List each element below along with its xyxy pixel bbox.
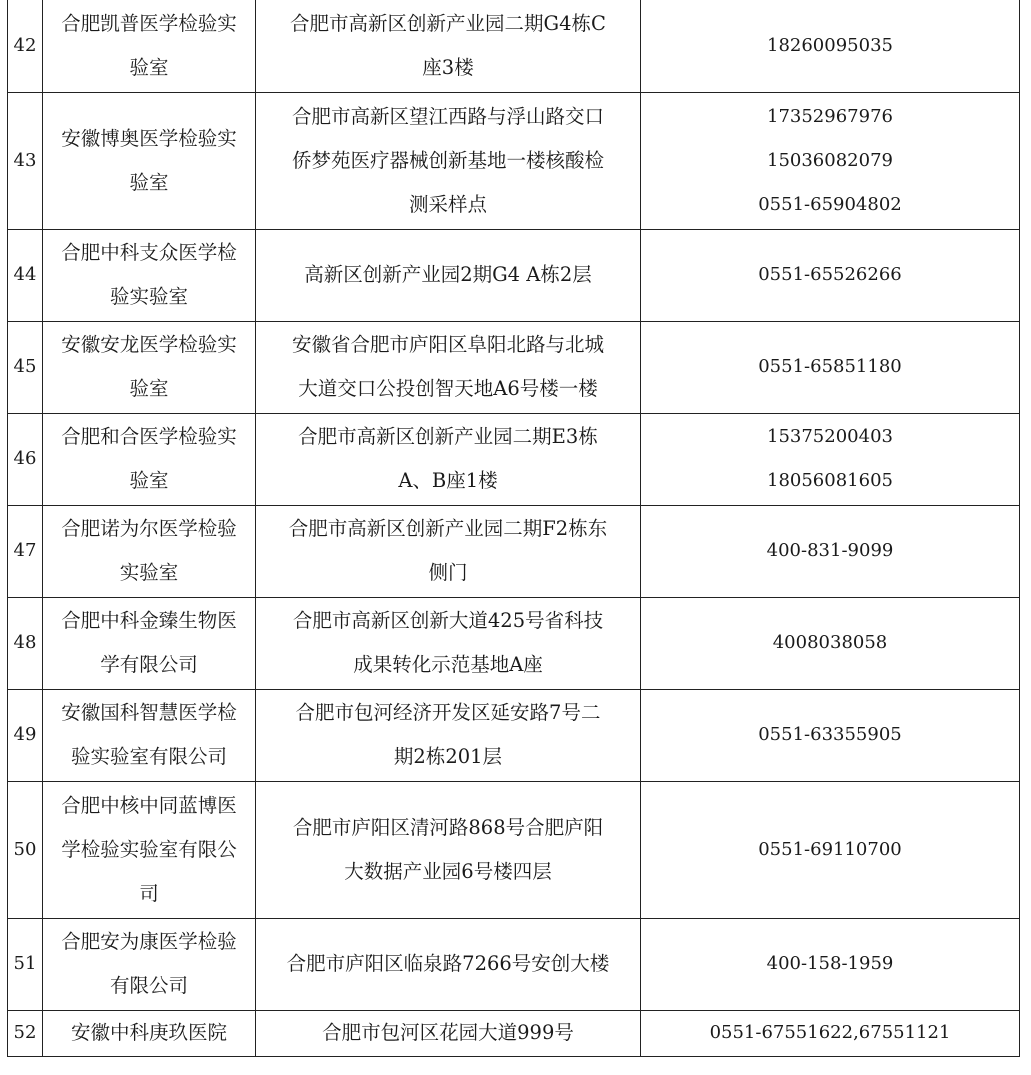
table-row (8, 229, 1020, 321)
phone-cell (641, 689, 1020, 781)
phone-line: 0551-67551622,67551121 (709, 1022, 951, 1043)
row-number-cell: 51 (8, 918, 43, 1010)
lab-name-line: 验室 (129, 469, 169, 492)
phone-cell (641, 321, 1020, 413)
row-number-cell: 47 (8, 505, 43, 597)
row-number-cell: 52 (8, 1010, 43, 1056)
table-row (8, 597, 1020, 689)
table-row (8, 413, 1020, 505)
address-line: 合肥市高新区创新大道425号省科技 (292, 609, 604, 632)
phone-line: 15036082079 (767, 149, 893, 171)
address-cell (256, 321, 641, 413)
row-number-cell: 50 (8, 781, 43, 918)
phone-line: 18056081605 (767, 470, 893, 491)
address-line: 测采样点 (408, 192, 487, 216)
lab-name-line: 验实验室有限公司 (70, 745, 227, 768)
table-row (8, 92, 1020, 229)
table-row (8, 321, 1020, 413)
address-line: A、B座1楼 (398, 469, 498, 492)
address-line: 大数据产业园6号楼四层 (344, 859, 552, 883)
lab-name-cell (43, 597, 256, 689)
lab-name-line: 合肥中科金臻生物医 (61, 609, 237, 632)
lab-name-line: 实验室 (119, 561, 179, 584)
address-line: 大道交口公投创智天地A6号楼一楼 (298, 377, 598, 400)
address-line: 合肥市高新区创新产业园二期F2栋东 (288, 517, 608, 540)
phone-line: 15375200403 (767, 426, 893, 447)
address-cell (256, 1010, 641, 1056)
address-cell (256, 92, 641, 229)
lab-name-cell (43, 918, 256, 1010)
phone-cell (641, 918, 1020, 1010)
address-cell (256, 413, 641, 505)
lab-name-line: 合肥凯普医学检验实 (61, 11, 237, 35)
lab-name-line: 合肥诺为尔医学检验 (61, 517, 237, 540)
phone-line: 0551-69110700 (758, 838, 902, 860)
lab-name-line: 有限公司 (109, 974, 188, 997)
address-line: 成果转化示范基地A座 (353, 653, 543, 676)
row-number-cell: 45 (8, 321, 43, 413)
address-line: 合肥市包河经济开发区延安路7号二 (295, 701, 601, 724)
table-row (8, 781, 1020, 918)
lab-name-cell (43, 413, 256, 505)
row-number-cell: 42 (8, 0, 43, 92)
table-row (8, 1010, 1020, 1056)
lab-name-line: 合肥安为康医学检验 (61, 930, 237, 953)
lab-name-cell (43, 689, 256, 781)
table-row (8, 918, 1020, 1010)
lab-name-cell (43, 92, 256, 229)
lab-name-cell (43, 321, 256, 413)
table-row (8, 0, 1020, 92)
lab-name-line: 验室 (129, 377, 169, 400)
lab-name-line: 学有限公司 (100, 653, 198, 676)
address-cell (256, 597, 641, 689)
address-cell (256, 918, 641, 1010)
lab-name-line: 验室 (129, 170, 169, 194)
lab-name-cell (43, 781, 256, 918)
address-line: 合肥市高新区创新产业园二期E3栋 (298, 425, 598, 448)
address-line: 侨梦苑医疗器械创新基地一楼核酸检 (291, 148, 604, 172)
table-body (8, 0, 1020, 1056)
address-line: 侧门 (428, 561, 468, 584)
lab-name-cell (43, 505, 256, 597)
lab-directory-table (7, 0, 1020, 1057)
lab-name-line: 安徽安龙医学检验实 (61, 333, 237, 356)
lab-name-line: 合肥和合医学检验实 (61, 425, 237, 448)
address-line: 期2栋201层 (393, 745, 503, 768)
phone-cell (641, 413, 1020, 505)
phone-cell (641, 0, 1020, 92)
lab-name-line: 验室 (129, 55, 169, 79)
phone-line: 0551-63355905 (758, 724, 902, 745)
lab-name-line: 验实验室 (109, 285, 188, 308)
phone-cell (641, 229, 1020, 321)
phone-line: 4008038058 (772, 632, 888, 653)
address-cell (256, 505, 641, 597)
lab-name-line: 合肥中核中同蓝博医 (61, 793, 237, 817)
lab-name-line: 安徽博奥医学检验实 (61, 126, 237, 150)
row-number-cell: 46 (8, 413, 43, 505)
row-number-cell: 48 (8, 597, 43, 689)
address-line: 合肥市庐阳区清河路868号合肥庐阳 (292, 815, 604, 839)
address-line: 合肥市高新区创新产业园二期G4栋C (290, 11, 606, 35)
phone-line: 400-158-1959 (766, 953, 894, 974)
lab-name-cell (43, 1010, 256, 1056)
phone-line: 0551-65851180 (758, 356, 902, 377)
lab-name-line: 安徽国科智慧医学检 (61, 701, 237, 724)
phone-line: 17352967976 (767, 105, 893, 127)
phone-line: 0551-65526266 (758, 264, 902, 285)
row-number-cell: 44 (8, 229, 43, 321)
address-line: 安徽省合肥市庐阳区阜阳北路与北城 (291, 333, 604, 356)
address-line: 合肥市庐阳区临泉路7266号安创大楼 (286, 952, 610, 975)
address-line: 高新区创新产业园2期G4 A栋2层 (304, 263, 592, 286)
phone-line: 400-831-9099 (766, 540, 894, 561)
phone-cell (641, 781, 1020, 918)
phone-cell (641, 1010, 1020, 1056)
table-row (8, 505, 1020, 597)
lab-name-cell (43, 229, 256, 321)
phone-cell (641, 505, 1020, 597)
address-line: 合肥市高新区望江西路与浮山路交口 (291, 104, 604, 128)
address-cell (256, 0, 641, 92)
address-line: 座3楼 (422, 55, 474, 79)
document-page (7, 0, 1020, 1057)
address-cell (256, 689, 641, 781)
table-row (8, 689, 1020, 781)
lab-name-line: 学检验实验室有限公 (61, 837, 237, 861)
address-line: 合肥市包河区花园大道999号 (322, 1021, 574, 1044)
row-number-cell: 43 (8, 92, 43, 229)
lab-name-cell (43, 0, 256, 92)
row-number-cell: 49 (8, 689, 43, 781)
lab-name-line: 司 (139, 881, 159, 905)
address-cell (256, 229, 641, 321)
phone-line: 0551-65904802 (758, 193, 902, 215)
phone-cell (641, 92, 1020, 229)
phone-line: 18260095035 (767, 34, 893, 56)
address-cell (256, 781, 641, 918)
lab-name-line: 安徽中科庚玖医院 (70, 1021, 227, 1044)
phone-cell (641, 597, 1020, 689)
lab-name-line: 合肥中科支众医学检 (61, 241, 237, 264)
